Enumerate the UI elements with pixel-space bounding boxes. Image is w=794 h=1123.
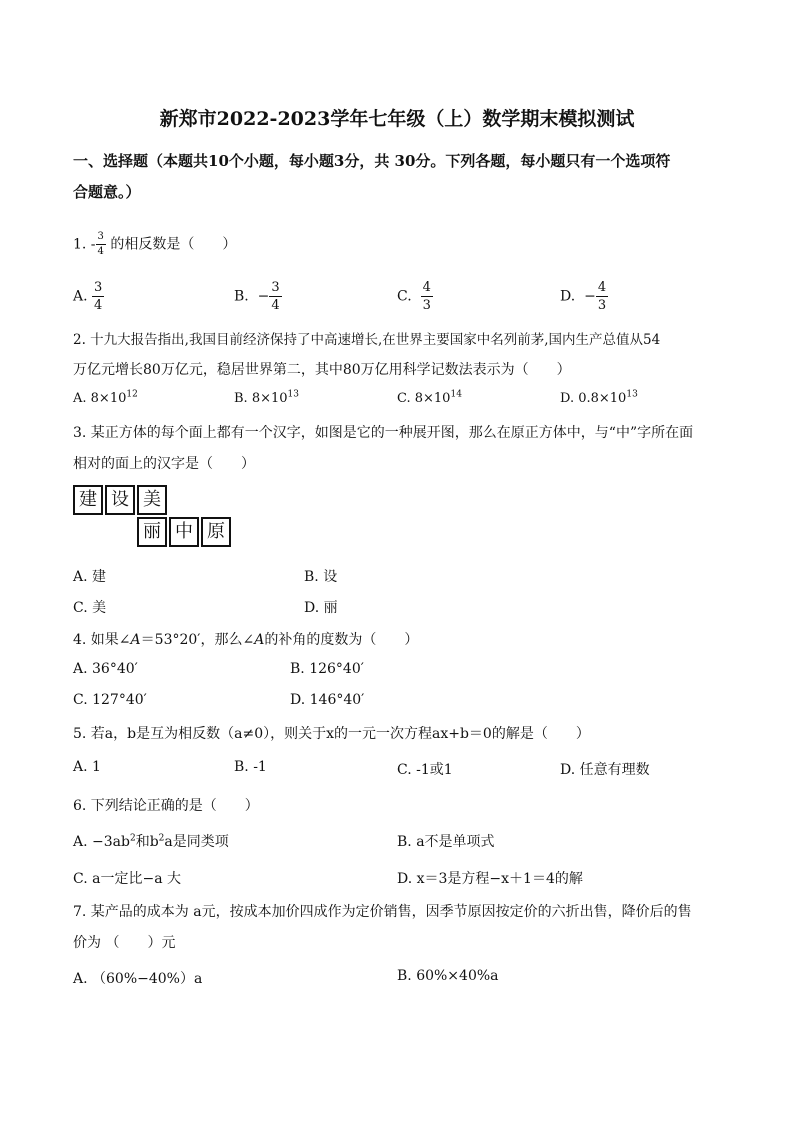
q6-option-c[interactable]: C. a一定比−a 大 <box>73 871 181 887</box>
section-heading-cont: 合题意。） <box>73 183 141 201</box>
net-cell: 原 <box>201 517 231 547</box>
q2-option-b[interactable]: B. $8\times 10^{13}$ <box>234 389 299 406</box>
question-1 <box>73 232 236 257</box>
q6-option-d[interactable]: D. x＝3是方程−x＋1＝4的解 <box>397 871 583 887</box>
question-3-cont: 相对的面上的汉字是（ ） <box>73 456 255 472</box>
cube-net-figure <box>73 485 233 550</box>
q3-option-c[interactable]: C. 美 <box>73 600 107 616</box>
question-7-cont: 价为 （ ）元 <box>73 935 176 951</box>
question-7: 7. 某产品的成本为 a元，按成本加价四成作为定价销售，因季节原因按定价的六折出售，降价后的售 <box>73 904 692 920</box>
q4-option-b[interactable]: B. 126°40′ <box>290 661 364 677</box>
q1-option-d[interactable]: D. − $\frac{4}{3}$ <box>560 280 607 313</box>
q3-option-a[interactable]: A. 建 <box>73 569 107 585</box>
section-heading: 一、选择题（本题共10个小题，每小题3分，共 30分。下列各题，每小题只有一个选项符 <box>73 152 671 170</box>
net-cell: 丽 <box>137 517 167 547</box>
q3-option-d[interactable]: D. 丽 <box>304 600 338 616</box>
q5-option-b[interactable]: B. -1 <box>234 759 267 775</box>
q5-option-a[interactable]: A. 1 <box>73 759 101 775</box>
q1-fraction: $\frac{3}{4}$ <box>97 231 104 257</box>
q5-option-d[interactable]: D. 任意有理数 <box>560 762 650 778</box>
q4-option-c[interactable]: C. 127°40′ <box>73 692 147 708</box>
net-cell: 设 <box>105 485 135 515</box>
net-cell: 建 <box>73 485 103 515</box>
q7-option-b[interactable]: B. 60%×40%a <box>397 968 499 984</box>
question-6: 6. 下列结论正确的是（ ） <box>73 798 259 814</box>
question-4: 4. 如果∠A＝53°20′，那么∠A的补角的度数为（ ） <box>73 632 419 648</box>
q3-option-b[interactable]: B. 设 <box>304 569 338 585</box>
q5-option-c[interactable]: C. -1或1 <box>397 762 453 778</box>
q1-stem: 的相反数是（ ） <box>110 236 237 253</box>
q6-option-a[interactable]: A. $-3ab^2$和$b^2a$是同类项 <box>73 833 229 850</box>
q2-option-a[interactable]: A. $8\times 10^{12}$ <box>73 389 138 406</box>
q1-number: 1. - <box>73 236 96 253</box>
q1-option-b[interactable]: B. − $\frac{3}{4}$ <box>234 280 280 313</box>
q6-option-b[interactable]: B. a不是单项式 <box>397 834 495 850</box>
q2-option-d[interactable]: D. $0.8\times 10^{13}$ <box>560 389 638 406</box>
page-title: 新郑市2022-2023学年七年级（上）数学期末模拟测试 <box>159 108 635 130</box>
q2-option-c[interactable]: C. $8\times 10^{14}$ <box>397 389 462 406</box>
q1-option-a[interactable]: A. $\frac{3}{4}$ <box>73 280 103 313</box>
q7-option-a[interactable]: A. （60%−40%）a <box>73 971 203 987</box>
question-2: 2. 十九大报告指出,我国目前经济保持了中高速增长,在世界主要国家中名列前茅,国内生产总值从54 <box>73 332 661 348</box>
q4-option-a[interactable]: A. 36°40′ <box>73 661 138 677</box>
question-3: 3. 某正方体的每个面上都有一个汉字，如图是它的一种展开图，那么在原正方体中，与“中”字所在面 <box>73 425 694 441</box>
net-cell: 中 <box>169 517 199 547</box>
q4-option-d[interactable]: D. 146°40′ <box>290 692 365 708</box>
question-5: 5. 若a，b是互为相反数（a≠0），则关于x的一元一次方程ax+b＝0的解是（ ） <box>73 726 590 742</box>
q1-option-c[interactable]: C. $\frac{4}{3}$ <box>397 280 431 313</box>
net-cell: 美 <box>137 485 167 515</box>
question-2-cont: 万亿元增长80万亿元，稳居世界第二，其中80万亿用科学记数法表示为（ ） <box>73 362 571 378</box>
